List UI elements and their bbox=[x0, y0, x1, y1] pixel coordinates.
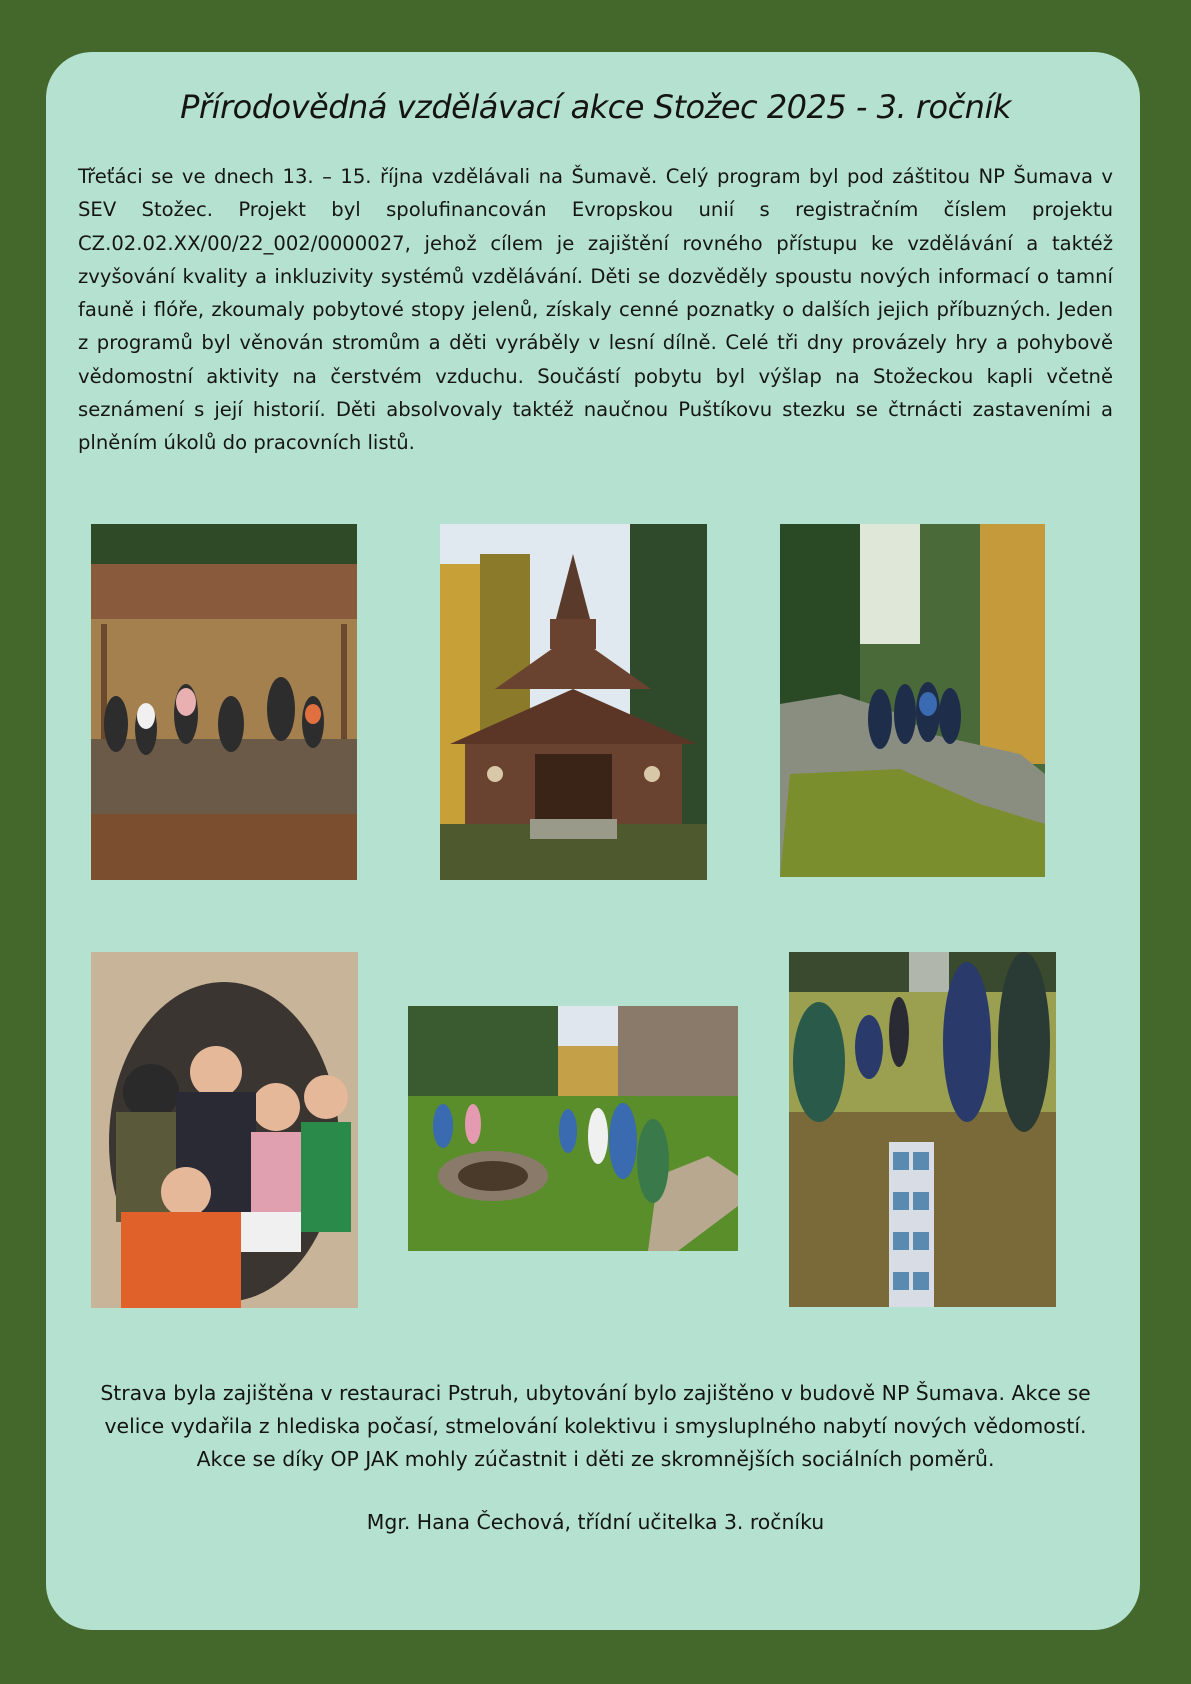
photo-log bbox=[91, 952, 358, 1308]
intro-paragraph: Třeťáci se ve dnech 13. – 15. října vzdělávali na Šumavě. Celý program byl pod záštitou NP Šumava v SEV Stožec. Projekt byl spolufinancován Evropskou unií s registračním číslem projektu CZ.02.02.XX/00/22_002/0000027, jehož cílem je zajištění rovného přístupu ke vzdělávání a taktéž zvyšování kvality a inkluzivity systémů vzdělávání. Děti se dozvěděly spoustu nových informací o tamní fauně i flóře, zkoumaly pobytové stopy jelenů, získaly cenné poznatky o dalších jejich příbuzných. Jeden z programů byl věnován stromům a děti vyráběly v lesní dílně. Celé tři dny provázely hry a pohybově vědomostní aktivity na čerstvém vzduchu. Součástí pobytu byl výšlap na Stožeckou kapli včetně seznámení s její historií. Děti absolvovaly taktéž naučnou Puštíkovu stezku se čtrnácti zastaveními a plněním úkolů do pracovních listů. bbox=[78, 165, 1113, 455]
photo-rock bbox=[780, 524, 1045, 877]
closing-line: Strava byla zajištěna v restauraci Pstruh, ubytování bylo zajištěno v budově NP Šumava. Akce se bbox=[100, 1381, 1091, 1405]
closing-paragraph bbox=[78, 1377, 1113, 1476]
photo-chapel bbox=[440, 524, 707, 880]
signature: Mgr. Hana Čechová, třídní učitelka 3. ročníku bbox=[366, 1510, 825, 1534]
closing-line: Akce se díky OP JAK mohly zúčastnit i děti ze skromnějších sociálních poměrů. bbox=[196, 1447, 995, 1471]
closing-line: velice vydařila z hlediska počasí, stmelování kolektivu i smysluplného nabytí nových vědomostí. bbox=[104, 1414, 1087, 1438]
page-title: Přírodovědná vzdělávací akce Stožec 2025 - 3. ročník bbox=[180, 88, 1011, 126]
photo-firepit bbox=[408, 1006, 738, 1251]
photo-meadow bbox=[789, 952, 1056, 1307]
photo-shelter bbox=[91, 524, 357, 880]
